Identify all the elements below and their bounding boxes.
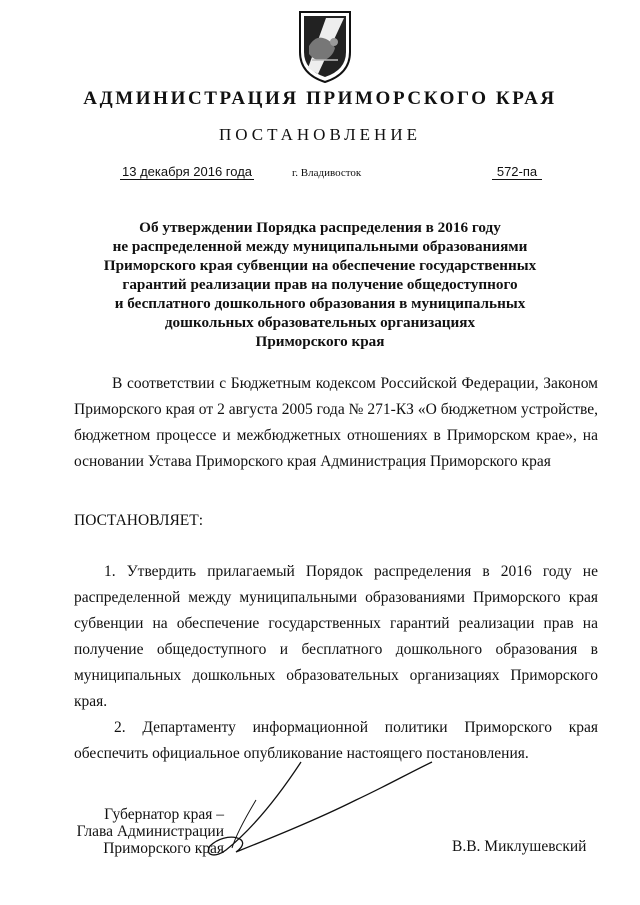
preamble-line: Приморского края от 2 августа 2005 года № 271-КЗ «О бюджетном устройстве, bbox=[74, 401, 598, 418]
signatory-title-line: Приморского края bbox=[103, 840, 224, 857]
document-number: 572-па bbox=[492, 164, 542, 180]
preamble-line: бюджетном процессе и межбюджетных отношениях в Приморском крае», на bbox=[74, 427, 598, 444]
preamble-line: основании Устава Приморского края Администрация Приморского края bbox=[74, 453, 551, 470]
document-type: ПОСТАНОВЛЕНИЕ bbox=[218, 125, 421, 144]
item-1-line: субвенции на обеспечение государственных гарантий реализации прав на bbox=[74, 615, 598, 632]
preamble bbox=[74, 371, 598, 475]
item-1-line: получение общедоступного и бесплатного дошкольного образования в bbox=[74, 641, 598, 658]
date-value: 13 декабря 2016 года bbox=[122, 164, 253, 179]
subject-line: гарантий реализации прав на получение общедоступного bbox=[122, 276, 518, 293]
item-1-line: 1. Утвердить прилагаемый Порядок распределения в 2016 году не bbox=[104, 563, 598, 580]
item-1-line: муниципальных дошкольных образовательных организациях Приморского bbox=[74, 667, 598, 684]
item-2-line: обеспечить официальное опубликование настоящего постановления. bbox=[74, 745, 529, 762]
handwritten-signature bbox=[196, 760, 436, 860]
item-1-line: распределенной между муниципальными образованиями Приморского края bbox=[74, 589, 598, 606]
document-subject bbox=[60, 218, 580, 351]
item-1 bbox=[74, 559, 598, 715]
signatory-name: В.В. Миклушевский bbox=[452, 838, 587, 855]
subject-line: Приморского края субвенции на обеспечение государственных bbox=[103, 257, 537, 274]
decree-word: ПОСТАНОВЛЯЕТ: bbox=[74, 512, 204, 529]
item-2-line: 2. Департаменту информационной политики Приморского края bbox=[114, 719, 598, 736]
document-city: г. Владивосток bbox=[292, 167, 362, 179]
item-1-line: края. bbox=[74, 693, 108, 710]
signatory-title-line: Глава Администрации bbox=[76, 823, 224, 840]
subject-line: не распределенной между муниципальными образованиями bbox=[112, 238, 528, 255]
subject-line: дошкольных образовательных организациях bbox=[164, 314, 476, 331]
coat-of-arms-icon bbox=[296, 8, 354, 84]
organization-title: АДМИНИСТРАЦИЯ ПРИМОРСКОГО КРАЯ bbox=[83, 88, 557, 109]
preamble-line: В соответствии с Бюджетным кодексом Российской Федерации, Законом bbox=[112, 375, 598, 392]
subject-line: и бесплатного дошкольного образования в муниципальных bbox=[114, 295, 526, 312]
signatory-title-line: Губернатор края – bbox=[104, 806, 224, 823]
subject-line: Об утверждении Порядка распределения в 2016 году bbox=[139, 219, 501, 236]
document-date bbox=[120, 164, 254, 179]
subject-line: Приморского края bbox=[255, 333, 385, 350]
